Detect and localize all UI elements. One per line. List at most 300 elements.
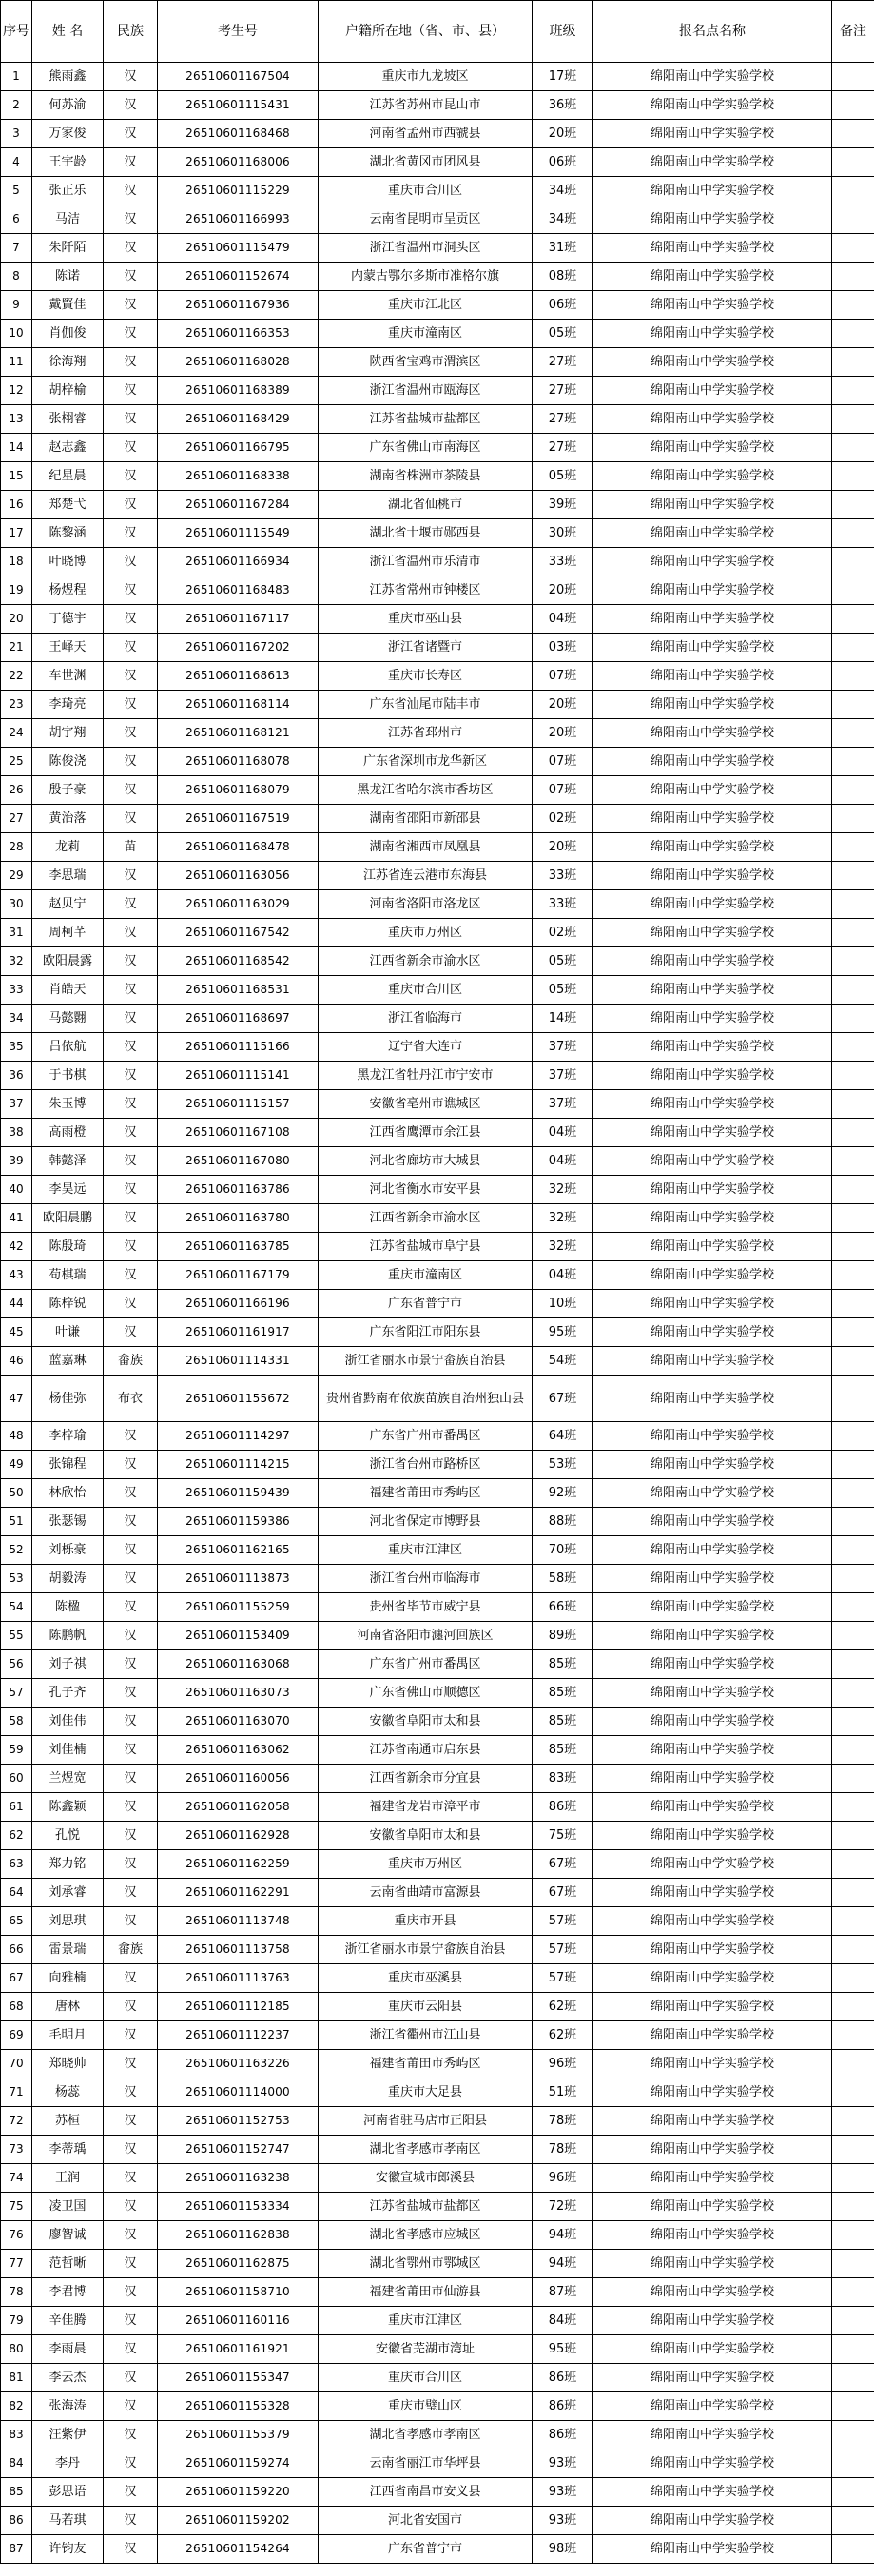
class-cell: 33班 (533, 862, 593, 890)
household-location-cell: 黑龙江省哈尔滨市香坊区 (319, 776, 533, 805)
name-cell: 肖伽俊 (32, 320, 104, 348)
household-location-cell: 浙江省温州市洞头区 (319, 234, 533, 263)
name-cell: 向雅楠 (32, 1964, 104, 1993)
household-location-cell: 浙江省丽水市景宁畲族自治县 (319, 1936, 533, 1964)
ethnicity-cell: 汉 (104, 291, 158, 320)
name-cell: 车世渊 (32, 662, 104, 691)
ethnicity-cell: 汉 (104, 2278, 158, 2307)
ethnicity-cell: 汉 (104, 1822, 158, 1850)
serial-cell: 8 (1, 263, 32, 291)
registration-site-cell: 绵阳南山中学实验学校 (593, 434, 832, 462)
registration-site-cell: 绵阳南山中学实验学校 (593, 1147, 832, 1176)
household-location-cell: 江西省新余市渝水区 (319, 1204, 533, 1233)
registration-site-cell: 绵阳南山中学实验学校 (593, 2307, 832, 2335)
household-location-cell: 河北省廊坊市大城县 (319, 1147, 533, 1176)
serial-cell: 17 (1, 519, 32, 548)
class-cell: 86班 (533, 2364, 593, 2392)
registration-site-cell: 绵阳南山中学实验学校 (593, 2136, 832, 2164)
household-location-cell: 云南省昆明市呈贡区 (319, 205, 533, 234)
household-location-cell: 湖北省孝感市孝南区 (319, 2421, 533, 2449)
household-location-cell: 重庆市万州区 (319, 919, 533, 947)
table-row (1, 1204, 874, 1233)
registration-site-cell: 绵阳南山中学实验学校 (593, 2221, 832, 2250)
name-cell: 胡宇翔 (32, 719, 104, 748)
table-row (1, 862, 874, 890)
exam-number-cell: 26510601167202 (158, 634, 319, 662)
exam-number-cell: 26510601115157 (158, 1090, 319, 1119)
table-row (1, 1090, 874, 1119)
household-location-cell: 重庆市巫溪县 (319, 1964, 533, 1993)
ethnicity-cell: 汉 (104, 1593, 158, 1622)
remarks-cell (832, 1793, 874, 1822)
remarks-cell (832, 576, 874, 605)
exam-number-cell: 26510601168613 (158, 662, 319, 691)
name-cell: 刘栎豪 (32, 1536, 104, 1565)
household-location-cell: 江苏省南通市启东县 (319, 1736, 533, 1765)
name-cell: 杨煜程 (32, 576, 104, 605)
remarks-cell (832, 947, 874, 976)
exam-number-cell: 26510601166196 (158, 1290, 319, 1318)
exam-number-cell: 26510601167080 (158, 1147, 319, 1176)
serial-cell: 40 (1, 1176, 32, 1204)
table-row (1, 2221, 874, 2250)
household-location-cell: 河南省孟州市西虢县 (319, 120, 533, 148)
exam-number-cell: 26510601162928 (158, 1822, 319, 1850)
registration-site-cell: 绵阳南山中学实验学校 (593, 405, 832, 434)
registration-site-cell: 绵阳南山中学实验学校 (593, 1708, 832, 1736)
class-cell: 87班 (533, 2278, 593, 2307)
exam-number-cell: 26510601160056 (158, 1765, 319, 1793)
class-cell: 93班 (533, 2507, 593, 2535)
ethnicity-cell: 布衣 (104, 1376, 158, 1422)
class-cell: 64班 (533, 1422, 593, 1451)
serial-cell: 45 (1, 1318, 32, 1347)
registration-site-cell: 绵阳南山中学实验学校 (593, 1565, 832, 1593)
registration-site-cell: 绵阳南山中学实验学校 (593, 548, 832, 576)
name-cell: 林欣怡 (32, 1479, 104, 1508)
remarks-cell (832, 1536, 874, 1565)
serial-cell: 56 (1, 1650, 32, 1679)
table-row (1, 947, 874, 976)
name-cell: 杨蕊 (32, 2078, 104, 2107)
registration-site-cell: 绵阳南山中学实验学校 (593, 833, 832, 862)
exam-number-cell: 26510601166934 (158, 548, 319, 576)
remarks-cell (832, 1993, 874, 2021)
table-row (1, 2107, 874, 2136)
registration-site-cell: 绵阳南山中学实验学校 (593, 1993, 832, 2021)
serial-cell: 75 (1, 2193, 32, 2221)
household-location-cell: 贵州省黔南布依族苗族自治州独山县 (319, 1376, 533, 1422)
name-cell: 张正乐 (32, 177, 104, 205)
registration-site-cell: 绵阳南山中学实验学校 (593, 491, 832, 519)
name-cell: 孔子齐 (32, 1679, 104, 1708)
ethnicity-cell: 畲族 (104, 1936, 158, 1964)
class-cell: 31班 (533, 234, 593, 263)
class-cell: 86班 (533, 2421, 593, 2449)
household-location-cell: 重庆市潼南区 (319, 320, 533, 348)
remarks-cell (832, 2478, 874, 2507)
ethnicity-cell: 汉 (104, 1005, 158, 1033)
ethnicity-cell: 汉 (104, 2136, 158, 2164)
table-row (1, 548, 874, 576)
table-row (1, 519, 874, 548)
exam-number-cell: 26510601158710 (158, 2278, 319, 2307)
serial-cell: 82 (1, 2392, 32, 2421)
ethnicity-cell: 汉 (104, 1879, 158, 1907)
table-row (1, 1062, 874, 1090)
name-cell: 刘佳伟 (32, 1708, 104, 1736)
registration-site-cell: 绵阳南山中学实验学校 (593, 662, 832, 691)
table-row (1, 1451, 874, 1479)
class-cell: 05班 (533, 320, 593, 348)
exam-number-cell: 26510601167117 (158, 605, 319, 634)
registration-site-cell: 绵阳南山中学实验学校 (593, 148, 832, 177)
name-cell: 李琦亮 (32, 691, 104, 719)
remarks-cell (832, 2136, 874, 2164)
ethnicity-cell: 汉 (104, 1736, 158, 1765)
remarks-cell (832, 1907, 874, 1936)
table-row (1, 320, 874, 348)
table-row (1, 1850, 874, 1879)
exam-number-cell: 26510601163068 (158, 1650, 319, 1679)
household-location-cell: 江苏省盐城市盐都区 (319, 2193, 533, 2221)
ethnicity-cell: 汉 (104, 634, 158, 662)
name-cell: 陈梓锐 (32, 1290, 104, 1318)
exam-number-cell: 26510601152674 (158, 263, 319, 291)
exam-number-cell: 26510601168338 (158, 462, 319, 491)
name-cell: 刘子祺 (32, 1650, 104, 1679)
ethnicity-cell: 汉 (104, 205, 158, 234)
class-cell: 94班 (533, 2221, 593, 2250)
registration-site-cell: 绵阳南山中学实验学校 (593, 691, 832, 719)
registration-site-cell: 绵阳南山中学实验学校 (593, 1233, 832, 1261)
name-cell: 许钧友 (32, 2535, 104, 2564)
serial-cell: 81 (1, 2364, 32, 2392)
registration-site-cell: 绵阳南山中学实验学校 (593, 1290, 832, 1318)
exam-number-cell: 26510601162259 (158, 1850, 319, 1879)
exam-number-cell: 26510601113873 (158, 1565, 319, 1593)
household-location-cell: 广东省佛山市南海区 (319, 434, 533, 462)
class-cell: 78班 (533, 2107, 593, 2136)
serial-cell: 36 (1, 1062, 32, 1090)
exam-number-cell: 26510601113748 (158, 1907, 319, 1936)
registration-site-cell: 绵阳南山中学实验学校 (593, 1090, 832, 1119)
table-row (1, 1005, 874, 1033)
ethnicity-cell: 汉 (104, 1708, 158, 1736)
household-location-cell: 江苏省盐城市阜宁县 (319, 1233, 533, 1261)
exam-number-cell: 26510601163238 (158, 2164, 319, 2193)
household-location-cell: 广东省普宁市 (319, 2535, 533, 2564)
registration-site-cell: 绵阳南山中学实验学校 (593, 1793, 832, 1822)
exam-number-cell: 26510601112237 (158, 2021, 319, 2050)
class-cell: 67班 (533, 1879, 593, 1907)
name-cell: 郑楚弋 (32, 491, 104, 519)
ethnicity-cell: 汉 (104, 1233, 158, 1261)
ethnicity-cell: 汉 (104, 2421, 158, 2449)
class-cell: 27班 (533, 405, 593, 434)
name-cell: 唐林 (32, 1993, 104, 2021)
serial-cell: 66 (1, 1936, 32, 1964)
household-location-cell: 重庆市大足县 (319, 2078, 533, 2107)
ethnicity-cell: 汉 (104, 691, 158, 719)
exam-number-cell: 26510601167504 (158, 63, 319, 91)
table-row (1, 1479, 874, 1508)
class-cell: 20班 (533, 120, 593, 148)
class-cell: 83班 (533, 1765, 593, 1793)
ethnicity-cell: 汉 (104, 120, 158, 148)
registration-site-cell: 绵阳南山中学实验学校 (593, 2250, 832, 2278)
name-cell: 陈鑫颖 (32, 1793, 104, 1822)
name-cell: 刘佳楠 (32, 1736, 104, 1765)
remarks-cell (832, 1033, 874, 1062)
exam-number-cell: 26510601168531 (158, 976, 319, 1005)
exam-number-cell: 26510601159274 (158, 2449, 319, 2478)
household-location-cell: 浙江省诸暨市 (319, 634, 533, 662)
class-cell: 27班 (533, 348, 593, 377)
remarks-cell (832, 1290, 874, 1318)
name-cell: 朱阡陌 (32, 234, 104, 263)
class-cell: 10班 (533, 1290, 593, 1318)
exam-number-cell: 26510601159220 (158, 2478, 319, 2507)
class-cell: 85班 (533, 1708, 593, 1736)
table-row (1, 1622, 874, 1650)
remarks-cell (832, 1736, 874, 1765)
serial-cell: 26 (1, 776, 32, 805)
registration-site-cell: 绵阳南山中学实验学校 (593, 1204, 832, 1233)
table-row (1, 2421, 874, 2449)
class-cell: 96班 (533, 2050, 593, 2078)
registration-site-cell: 绵阳南山中学实验学校 (593, 1536, 832, 1565)
name-cell: 蓝嘉琳 (32, 1347, 104, 1376)
household-location-cell: 江西省新余市分宜县 (319, 1765, 533, 1793)
table-row (1, 1964, 874, 1993)
registration-site-cell: 绵阳南山中学实验学校 (593, 1119, 832, 1147)
table-row (1, 1650, 874, 1679)
remarks-cell (832, 63, 874, 91)
household-location-cell: 重庆市万州区 (319, 1850, 533, 1879)
header-serial: 序号 (1, 1, 32, 63)
serial-cell: 52 (1, 1536, 32, 1565)
remarks-cell (832, 234, 874, 263)
exam-number-cell: 26510601163070 (158, 1708, 319, 1736)
name-cell: 王峄天 (32, 634, 104, 662)
remarks-cell (832, 2278, 874, 2307)
name-cell: 胡梓榆 (32, 377, 104, 405)
household-location-cell: 江苏省常州市钟楼区 (319, 576, 533, 605)
class-cell: 17班 (533, 63, 593, 91)
serial-cell: 6 (1, 205, 32, 234)
exam-number-cell: 26510601115166 (158, 1033, 319, 1062)
exam-number-cell: 26510601113758 (158, 1936, 319, 1964)
registration-site-cell: 绵阳南山中学实验学校 (593, 462, 832, 491)
class-cell: 92班 (533, 1479, 593, 1508)
serial-cell: 47 (1, 1376, 32, 1422)
class-cell: 05班 (533, 976, 593, 1005)
class-cell: 85班 (533, 1736, 593, 1765)
serial-cell: 30 (1, 890, 32, 919)
registration-site-cell: 绵阳南山中学实验学校 (593, 205, 832, 234)
serial-cell: 50 (1, 1479, 32, 1508)
class-cell: 93班 (533, 2449, 593, 2478)
header-exam-number: 考生号 (158, 1, 319, 63)
exam-number-cell: 26510601167542 (158, 919, 319, 947)
ethnicity-cell: 汉 (104, 263, 158, 291)
ethnicity-cell: 汉 (104, 377, 158, 405)
name-cell: 凌卫国 (32, 2193, 104, 2221)
class-cell: 66班 (533, 1593, 593, 1622)
class-cell: 05班 (533, 462, 593, 491)
registration-site-cell: 绵阳南山中学实验学校 (593, 2449, 832, 2478)
registration-site-cell: 绵阳南山中学实验学校 (593, 890, 832, 919)
name-cell: 陈俊浇 (32, 748, 104, 776)
remarks-cell (832, 833, 874, 862)
serial-cell: 68 (1, 1993, 32, 2021)
remarks-cell (832, 1850, 874, 1879)
table-row (1, 1508, 874, 1536)
class-cell: 20班 (533, 833, 593, 862)
registration-site-cell: 绵阳南山中学实验学校 (593, 2164, 832, 2193)
serial-cell: 53 (1, 1565, 32, 1593)
exam-number-cell: 26510601115431 (158, 91, 319, 120)
exam-number-cell: 26510601167519 (158, 805, 319, 833)
registration-site-cell: 绵阳南山中学实验学校 (593, 1936, 832, 1964)
name-cell: 汪紫伊 (32, 2421, 104, 2449)
registration-site-cell: 绵阳南山中学实验学校 (593, 377, 832, 405)
household-location-cell: 重庆市江津区 (319, 2307, 533, 2335)
serial-cell: 35 (1, 1033, 32, 1062)
ethnicity-cell: 汉 (104, 2221, 158, 2250)
remarks-cell (832, 890, 874, 919)
table-row (1, 1290, 874, 1318)
header-remarks: 备注 (832, 1, 874, 63)
serial-cell: 60 (1, 1765, 32, 1793)
ethnicity-cell: 汉 (104, 434, 158, 462)
ethnicity-cell: 汉 (104, 1565, 158, 1593)
remarks-cell (832, 919, 874, 947)
table-row (1, 177, 874, 205)
serial-cell: 18 (1, 548, 32, 576)
household-location-cell: 浙江省温州市乐清市 (319, 548, 533, 576)
serial-cell: 7 (1, 234, 32, 263)
class-cell: 07班 (533, 662, 593, 691)
ethnicity-cell: 汉 (104, 2364, 158, 2392)
exam-number-cell: 26510601114215 (158, 1451, 319, 1479)
name-cell: 马洁 (32, 205, 104, 234)
remarks-cell (832, 1005, 874, 1033)
name-cell: 雷景瑞 (32, 1936, 104, 1964)
household-location-cell: 陕西省宝鸡市渭滨区 (319, 348, 533, 377)
remarks-cell (832, 1765, 874, 1793)
ethnicity-cell: 汉 (104, 1033, 158, 1062)
serial-cell: 46 (1, 1347, 32, 1376)
household-location-cell: 江苏省连云港市东海县 (319, 862, 533, 890)
name-cell: 欧阳晨鹏 (32, 1204, 104, 1233)
ethnicity-cell: 汉 (104, 2449, 158, 2478)
serial-cell: 87 (1, 2535, 32, 2564)
remarks-cell (832, 776, 874, 805)
ethnicity-cell: 汉 (104, 719, 158, 748)
class-cell: 70班 (533, 1536, 593, 1565)
exam-number-cell: 26510601168483 (158, 576, 319, 605)
remarks-cell (832, 120, 874, 148)
serial-cell: 31 (1, 919, 32, 947)
class-cell: 36班 (533, 91, 593, 120)
class-cell: 95班 (533, 2335, 593, 2364)
name-cell: 陈楹 (32, 1593, 104, 1622)
registration-site-cell: 绵阳南山中学实验学校 (593, 1033, 832, 1062)
exam-number-cell: 26510601155328 (158, 2392, 319, 2421)
table-row (1, 2278, 874, 2307)
remarks-cell (832, 1204, 874, 1233)
name-cell: 兰煜宽 (32, 1765, 104, 1793)
remarks-cell (832, 320, 874, 348)
serial-cell: 12 (1, 377, 32, 405)
registration-site-cell: 绵阳南山中学实验学校 (593, 1679, 832, 1708)
class-cell: 95班 (533, 1318, 593, 1347)
remarks-cell (832, 1822, 874, 1850)
registration-site-cell: 绵阳南山中学实验学校 (593, 1650, 832, 1679)
household-location-cell: 重庆市云阳县 (319, 1993, 533, 2021)
remarks-cell (832, 2193, 874, 2221)
table-row (1, 1147, 874, 1176)
exam-number-cell: 26510601168542 (158, 947, 319, 976)
exam-number-cell: 26510601163786 (158, 1176, 319, 1204)
registration-site-cell: 绵阳南山中学实验学校 (593, 634, 832, 662)
remarks-cell (832, 662, 874, 691)
exam-number-cell: 26510601152747 (158, 2136, 319, 2164)
household-location-cell: 江西省南昌市安义县 (319, 2478, 533, 2507)
registration-site-cell: 绵阳南山中学实验学校 (593, 2278, 832, 2307)
household-location-cell: 湖南省湘西市凤凰县 (319, 833, 533, 862)
ethnicity-cell: 汉 (104, 462, 158, 491)
table-row (1, 2164, 874, 2193)
serial-cell: 73 (1, 2136, 32, 2164)
registration-site-cell: 绵阳南山中学实验学校 (593, 91, 832, 120)
class-cell: 88班 (533, 1508, 593, 1536)
class-cell: 30班 (533, 519, 593, 548)
remarks-cell (832, 2507, 874, 2535)
exam-number-cell: 26510601167936 (158, 291, 319, 320)
registration-site-cell: 绵阳南山中学实验学校 (593, 576, 832, 605)
serial-cell: 69 (1, 2021, 32, 2050)
name-cell: 李梓瑜 (32, 1422, 104, 1451)
table-row (1, 662, 874, 691)
remarks-cell (832, 1347, 874, 1376)
household-location-cell: 重庆市合川区 (319, 177, 533, 205)
ethnicity-cell: 汉 (104, 148, 158, 177)
class-cell: 02班 (533, 919, 593, 947)
class-cell: 04班 (533, 1147, 593, 1176)
class-cell: 57班 (533, 1964, 593, 1993)
table-row (1, 91, 874, 120)
ethnicity-cell: 汉 (104, 2021, 158, 2050)
serial-cell: 43 (1, 1261, 32, 1290)
table-row (1, 605, 874, 634)
remarks-cell (832, 1964, 874, 1993)
remarks-cell (832, 1261, 874, 1290)
household-location-cell: 内蒙古鄂尔多斯市准格尔旗 (319, 263, 533, 291)
household-location-cell: 湖南省株洲市茶陵县 (319, 462, 533, 491)
serial-cell: 14 (1, 434, 32, 462)
ethnicity-cell: 汉 (104, 748, 158, 776)
ethnicity-cell: 汉 (104, 1993, 158, 2021)
exam-number-cell: 26510601153409 (158, 1622, 319, 1650)
header-name: 姓 名 (32, 1, 104, 63)
ethnicity-cell: 汉 (104, 1850, 158, 1879)
name-cell: 何苏渝 (32, 91, 104, 120)
household-location-cell: 广东省普宁市 (319, 1290, 533, 1318)
remarks-cell (832, 2449, 874, 2478)
